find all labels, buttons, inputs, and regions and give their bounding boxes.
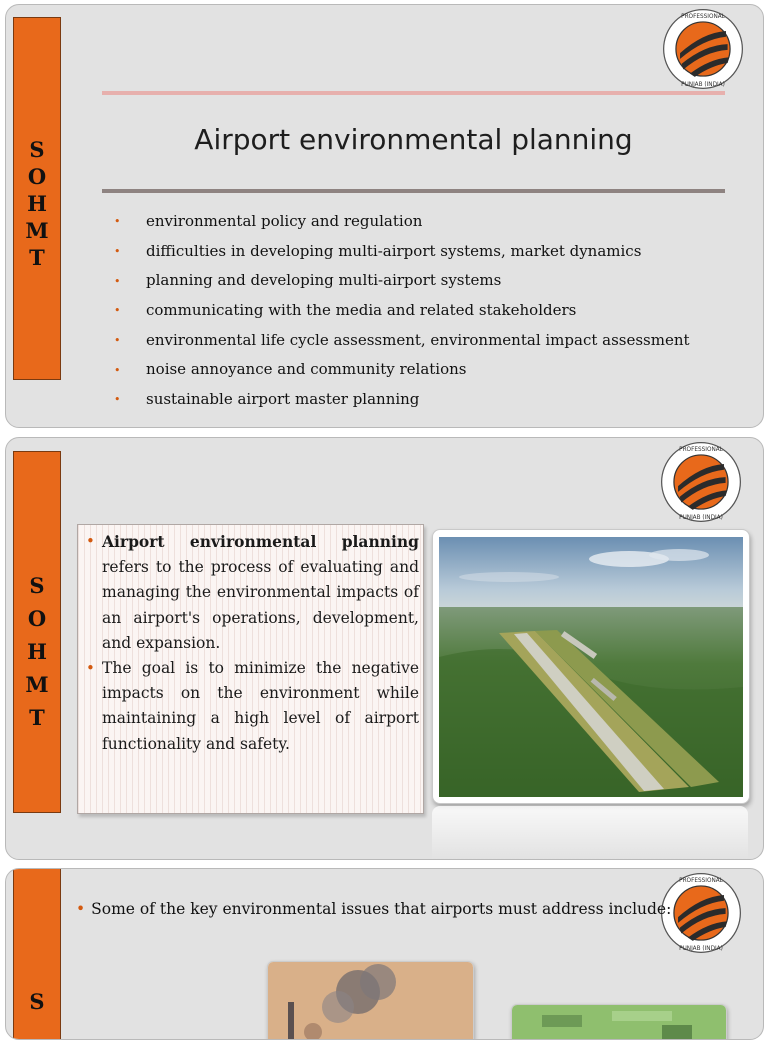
definition-card [77,524,424,814]
definition-paragraph [78,529,425,656]
definition-term: Airport environmental planning [102,532,419,551]
bullet-icon: • [114,393,121,407]
goal-paragraph [78,656,425,757]
list-item: • planning and developing multi-airport systems [114,266,690,296]
slide-1 [5,4,764,428]
goal-text: The goal is to minimize the negative impacts on the environment while maintaining a high level of airport functionality and safety. [102,659,419,753]
bullet-icon: • [86,532,95,550]
aerial-runway-image [439,537,743,797]
bullet-icon: • [76,900,86,918]
university-logo-icon [662,8,744,90]
definition-text: refers to the process of evaluating and managing the environmental impacts of an airport's operations, development, and expansion. [102,558,419,652]
sidebar-banner [13,17,61,380]
bullet-icon: • [114,215,121,229]
bullet-icon: • [114,244,121,258]
bullet-icon: • [114,274,121,288]
sidebar-banner [13,451,61,813]
svg-text:PUNJAB (INDIA): PUNJAB (INDIA) [679,945,723,952]
list-item: • communicating with the media and related stakeholders [114,296,690,326]
svg-text:PROFESSIONAL: PROFESSIONAL [681,13,725,20]
svg-text:PUNJAB (INDIA): PUNJAB (INDIA) [681,81,725,88]
list-item: • difficulties in developing multi-airport systems, market dynamics [114,237,690,267]
university-logo-icon [660,872,742,954]
industrial-smoke-photo [267,961,474,1040]
slide-title: Airport environmental planning [194,123,633,156]
bullet-icon: • [114,333,121,347]
smoke-image [268,962,473,1040]
list-item: • noise annoyance and community relations [114,355,690,385]
sidebar-letters: S O H M T [25,137,49,270]
slide-3 [5,868,764,1040]
landscape-image [512,1005,726,1040]
list-item: • environmental life cycle assessment, environmental impact assessment [114,326,690,356]
slide-2 [5,437,764,860]
svg-text:PUNJAB (INDIA): PUNJAB (INDIA) [679,514,723,521]
list-item: • environmental policy and regulation [114,207,690,237]
title-rule-top [102,91,725,95]
bullet-icon: • [114,304,121,318]
airport-photo [432,529,750,804]
svg-text:PROFESSIONAL: PROFESSIONAL [679,877,723,884]
sidebar-letters: S O H M T [25,573,49,730]
bullet-icon: • [114,363,121,377]
bullet-icon: • [86,659,95,677]
issues-intro: • Some of the key environmental issues that airports must address include: [76,900,672,918]
sidebar-banner [13,868,61,1040]
svg-text:PROFESSIONAL: PROFESSIONAL [679,446,723,453]
university-logo-icon [660,441,742,523]
sidebar-letters: S [29,989,45,1014]
topic-list [114,207,690,414]
photo-reflection [432,806,748,860]
green-landscape-photo [511,1004,727,1040]
title-rule-bottom [102,189,725,193]
list-item: • sustainable airport master planning [114,385,690,415]
